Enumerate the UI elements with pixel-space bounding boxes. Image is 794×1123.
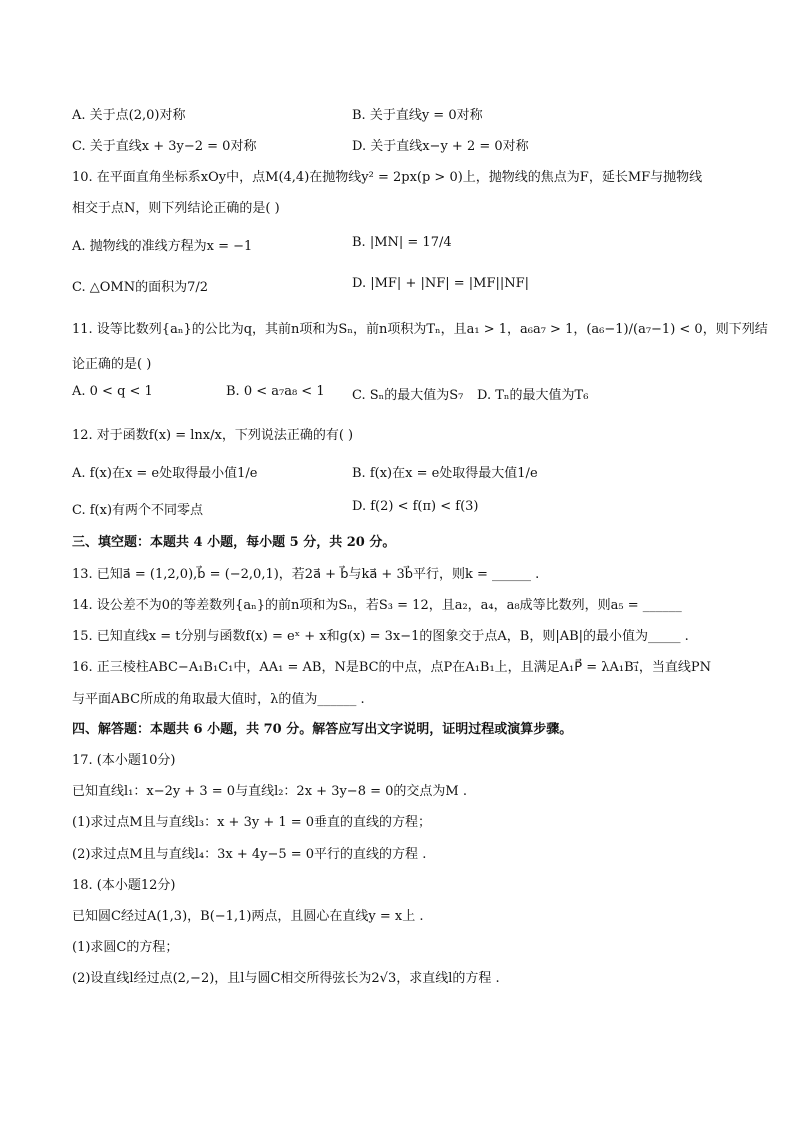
q11-option-d: D. Tₙ的最大值为T₆	[477, 388, 589, 403]
q9-option-b: B. 关于直线y = 0对称	[352, 108, 483, 123]
q18-stem: 已知圆C经过A(1,3)，B(−1,1)两点，且圆心在直线y = x上 .	[72, 909, 424, 924]
q18-title: 18. (本小题12分)	[72, 878, 176, 893]
section-4-heading: 四、解答题：本题共 6 小题，共 70 分。解答应写出文字说明，证明过程或演算步骤。	[72, 722, 573, 737]
q11-stem-line1: 11. 设等比数列{aₙ}的公比为q，其前n项和为Sₙ，前n项积为Tₙ，且a₁ > 1，a₆a₇ > 1，(a₆−1)/(a₇−1) < 0，则下列结	[72, 322, 768, 337]
q10-stem-line2: 相交于点N，则下列结论正确的是( )	[72, 201, 280, 216]
q11-option-c: C. Sₙ的最大值为S₇	[352, 388, 464, 403]
q12-option-d: D. f(2) < f(π) < f(3)	[352, 499, 479, 514]
section-3-heading: 三、填空题：本题共 4 小题，每小题 5 分，共 20 分。	[72, 535, 396, 550]
q9-option-a: A. 关于点(2,0)对称	[72, 108, 186, 123]
q10-option-c: C. △OMN的面积为7/2	[72, 280, 209, 295]
q15-text: 15. 已知直线x = t分别与函数f(x) = eˣ + x和g(x) = 3x−1的图象交于点A，B，则|AB|的最小值为_____ .	[72, 629, 689, 644]
q12-option-b: B. f(x)在x = e处取得最大值1/e	[352, 466, 538, 481]
q16-stem-line1: 16. 正三棱柱ABC−A₁B₁C₁中，AA₁ = AB，N是BC的中点，点P在A₁B₁上，且满足A₁P⃗ = λA₁B₁⃗，当直线PN	[72, 660, 711, 675]
q17-part1: (1)求过点M且与直线l₃：x + 3y + 1 = 0垂直的直线的方程；	[72, 815, 432, 830]
q13-text: 13. 已知a⃗ = (1,2,0),b⃗ = (−2,0,1)，若2a⃗ + b⃗与ka⃗ + 3b⃗平行，则k = ______ .	[72, 567, 540, 582]
q18-part2: (2)设直线l经过点(2,−2)，且l与圆C相交所得弦长为2√3，求直线l的方程 .	[72, 971, 500, 986]
q10-stem-line1: 10. 在平面直角坐标系xOy中，点M(4,4)在抛物线y² = 2px(p > 0)上，抛物线的焦点为F，延长MF与抛物线	[72, 170, 703, 185]
q9-option-c: C. 关于直线x + 3y−2 = 0对称	[72, 139, 257, 154]
q12-stem: 12. 对于函数f(x) = lnx/x，下列说法正确的有( )	[72, 428, 354, 443]
q11-option-a: A. 0 < q < 1	[72, 384, 153, 399]
q12-option-a: A. f(x)在x = e处取得最小值1/e	[72, 466, 258, 481]
q17-stem: 已知直线l₁：x−2y + 3 = 0与直线l₂：2x + 3y−8 = 0的交点为M .	[72, 784, 467, 799]
q12-option-c: C. f(x)有两个不同零点	[72, 503, 204, 518]
q16-stem-line2: 与平面ABC所成的角取最大值时，λ的值为______ .	[72, 692, 365, 707]
q11-option-b: B. 0 < a₇a₈ < 1	[226, 384, 325, 399]
q10-option-a: A. 抛物线的准线方程为x = −1	[72, 239, 253, 254]
q9-option-d: D. 关于直线x−y + 2 = 0对称	[352, 139, 529, 154]
q17-part2: (2)求过点M且与直线l₄：3x + 4y−5 = 0平行的直线的方程 .	[72, 847, 427, 862]
q14-text: 14. 设公差不为0的等差数列{aₙ}的前n项和为Sₙ，若S₃ = 12，且a₂，a₄，a₈成等比数列，则a₅ = ______	[72, 598, 682, 613]
q18-part1: (1)求圆C的方程；	[72, 940, 179, 955]
q10-option-b: B. |MN| = 17/4	[352, 235, 452, 250]
q17-title: 17. (本小题10分)	[72, 753, 176, 768]
q10-option-d: D. |MF| + |NF| = |MF||NF|	[352, 276, 530, 291]
q11-stem-line2: 论正确的是( )	[72, 357, 152, 372]
